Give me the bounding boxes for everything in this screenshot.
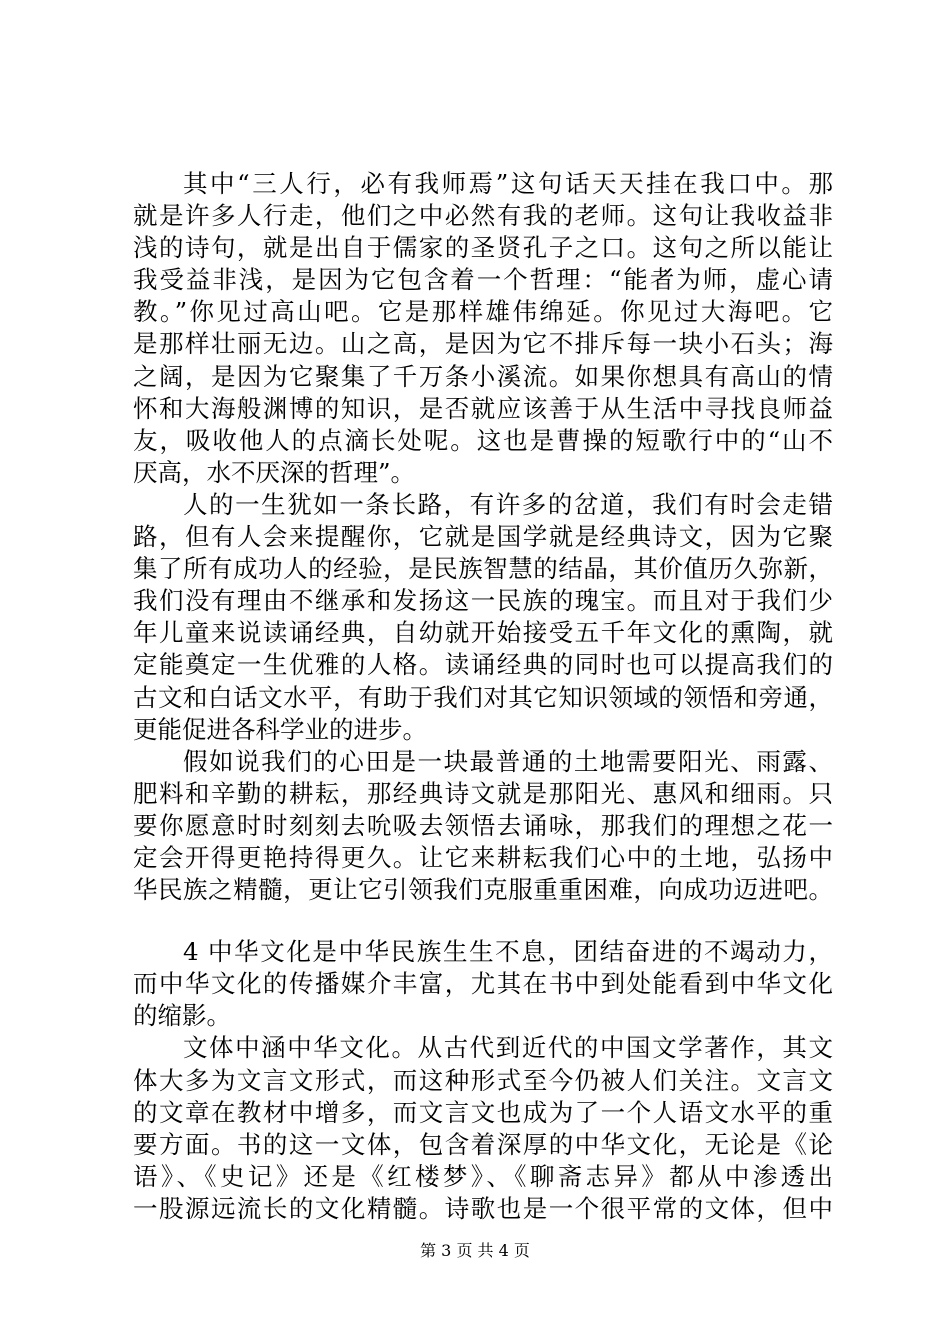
text-line: 是那样壮丽无边。山之高，是因为它不排斥每一块小石头；海 bbox=[133, 329, 833, 359]
text-line: 集了所有成功人的经验，是民族智慧的结晶，其价值历久弥新， bbox=[133, 554, 833, 584]
text-line: 定能奠定一生优雅的人格。读诵经典的同时也可以提高我们的 bbox=[133, 650, 833, 680]
text-line: 肥料和辛勤的耕耘，那经典诗文就是那阳光、惠风和细雨。只 bbox=[133, 778, 833, 808]
paragraph bbox=[133, 168, 833, 489]
text-line: 的文章在教材中增多，而文言文也成为了一个人语文水平的重 bbox=[133, 1097, 833, 1127]
text-line: 人的一生犹如一条长路，有许多的岔道，我们有时会走错 bbox=[183, 489, 833, 519]
text-line: 我受益非浅，是因为它包含着一个哲理：“能者为师，虚心请 bbox=[133, 265, 833, 295]
text-line: 更能促进各科学业的进步。 bbox=[133, 714, 427, 744]
text-line: 其中“三人行，必有我师焉”这句话天天挂在我口中。那 bbox=[183, 169, 833, 198]
text-line: 厌高，水不厌深的哲理”。 bbox=[133, 457, 416, 487]
paragraph bbox=[133, 1032, 833, 1225]
text-line: 语》、《史记》还是《红楼梦》、《聊斋志异》都从中渗透出 bbox=[133, 1161, 833, 1191]
text-line: 4 中华文化是中华民族生生不息，团结奋进的不竭动力， bbox=[183, 937, 833, 967]
text-line: 的缩影。 bbox=[133, 1001, 231, 1031]
text-line: 要方面。书的这一文体，包含着深厚的中华文化，无论是《论 bbox=[133, 1129, 833, 1159]
text-line: 就是许多人行走，他们之中必然有我的老师。这句让我收益非 bbox=[133, 201, 833, 231]
text-line: 文体中涵中华文化。从古代到近代的中国文学著作，其文 bbox=[183, 1033, 833, 1063]
page-footer bbox=[0, 1241, 950, 1261]
paragraph bbox=[133, 489, 833, 746]
text-line: 友，吸收他人的点滴长处呢。这也是曹操的短歌行中的“山不 bbox=[133, 425, 833, 455]
paragraph-gap bbox=[133, 906, 833, 936]
text-line: 要你愿意时时刻刻去吮吸去领悟去诵咏，那我们的理想之花一 bbox=[133, 810, 833, 840]
text-line: 华民族之精髓，更让它引领我们克服重重困难，向成功迈进吧。 bbox=[133, 875, 833, 905]
text-line: 教。”你见过高山吧。它是那样雄伟绵延。你见过大海吧。它 bbox=[133, 297, 833, 327]
text-line: 而中华文化的传播媒介丰富，尤其在书中到处能看到中华文化 bbox=[133, 969, 833, 999]
text-line: 假如说我们的心田是一块最普通的土地需要阳光、雨露、 bbox=[183, 746, 833, 776]
document-body bbox=[133, 168, 833, 1225]
text-line: 怀和大海般渊博的知识，是否就应该善于从生活中寻找良师益 bbox=[133, 393, 833, 423]
text-line: 之阔，是因为它聚集了千万条小溪流。如果你想具有高山的情 bbox=[133, 361, 833, 391]
text-line: 古文和白话文水平，有助于我们对其它知识领域的领悟和旁通， bbox=[133, 682, 833, 712]
text-line: 年儿童来说读诵经典，自幼就开始接受五千年文化的熏陶，就 bbox=[133, 618, 833, 648]
text-line: 一股源远流长的文化精髓。诗歌也是一个很平常的文体，但中 bbox=[133, 1193, 833, 1223]
text-line: 定会开得更艳持得更久。让它来耕耘我们心中的土地，弘扬中 bbox=[133, 842, 833, 872]
text-line: 浅的诗句，就是出自于儒家的圣贤孔子之口。这句之所以能让 bbox=[133, 233, 833, 263]
paragraph bbox=[133, 936, 833, 1032]
text-line: 路，但有人会来提醒你，它就是国学就是经典诗文，因为它聚 bbox=[133, 522, 833, 552]
page-number-label: 第 3 页 共 4 页 bbox=[420, 1241, 530, 1260]
text-line: 我们没有理由不继承和发扬这一民族的瑰宝。而且对于我们少 bbox=[133, 586, 833, 616]
paragraph bbox=[133, 746, 833, 906]
text-line: 体大多为文言文形式，而这种形式至今仍被人们关注。文言文 bbox=[133, 1065, 833, 1095]
